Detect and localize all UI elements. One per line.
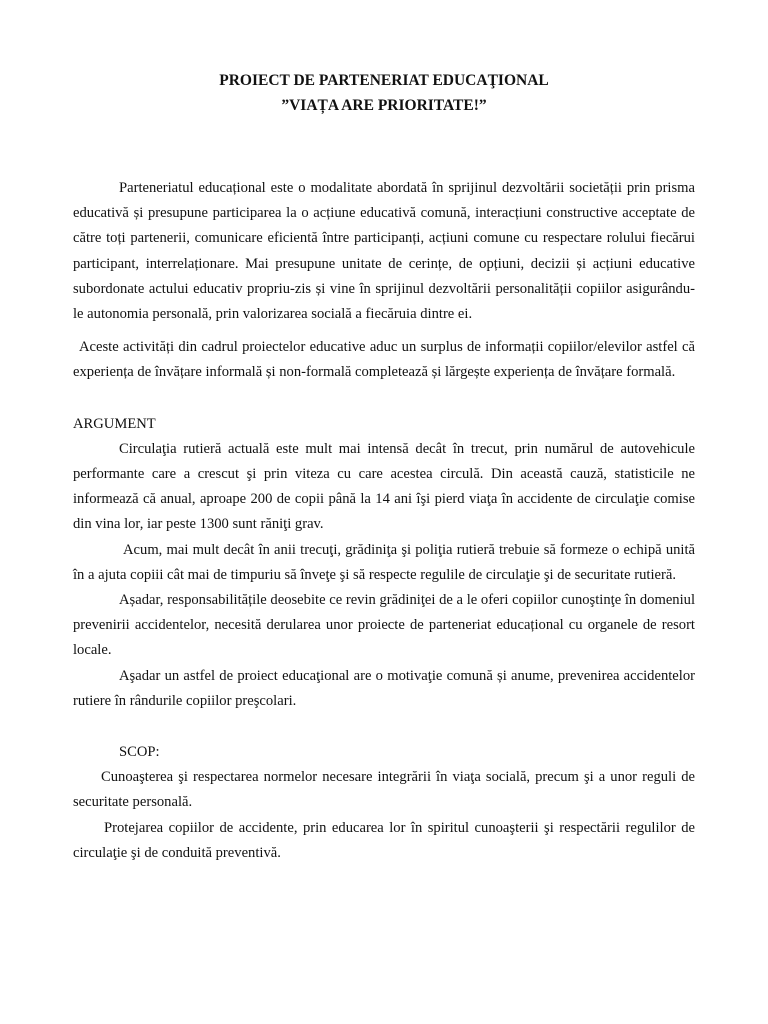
argument-paragraph-1: Circulaţia rutieră actuală este mult mai intensă decât în trecut, prin numărul de autovehicule performante care a crescut şi prin viteza cu care acestea circulă. Din această cauză, statisticile ne informează că anual, aproape 200 de copii până la 14 ani îşi pierd viaţa în accidente de circulaţie comise din vina lor, iar peste 1300 sunt răniţi grav. — [73, 440, 695, 533]
intro-paragraph-1: Parteneriatul educațional este o modalitate abordată în sprijinul dezvoltării societății prin prisma educativă și presupune participarea la o acțiune educativă comună, interacțiuni constructive acceptate de către toți partenerii, comunicare eficientă între participanți, acțiuni comune cu respectare rolului fiecărui participant, interrelaționare. Mai presupune unitate de cerințe, de opțiuni, decizii și acțiuni educative subordonate actului educativ propriu-zis și vine în sprijinul dezvoltării personalității copiilor asigurându-le autonomia personală, prin valorizarea socială a fiecăruia dintre ei. — [73, 180, 695, 323]
argument-paragraph-2: Acum, mai mult decât în anii trecuţi, grădiniţa şi poliţia rutieră trebuie să formeze o echipă unită în a ajuta copiii cât mai de timpuriu să înveţe şi să respecte regulile de circulaţie şi de securitate rutieră. — [73, 541, 695, 583]
scop-heading: SCOP: — [119, 744, 160, 761]
document-title: PROIECT DE PARTENERIAT EDUCAŢIONAL — [219, 72, 549, 89]
argument-paragraph-4: Aşadar un astfel de proiect educaţional are o motivaţie comună și anume, prevenirea accidentelor rutiere în rândurile copiilor preşcolari. — [73, 667, 695, 709]
scop-paragraph-2: Protejarea copiilor de accidente, prin educarea lor în spiritul cunoaşterii şi respectării regulilor de circulaţie şi de conduită preventivă. — [73, 819, 695, 861]
argument-paragraph-3: Așadar, responsabilitățile deosebite ce revin grădiniţei de a le oferi copiilor cunoştinţe în domeniul prevenirii accidentelor, necesită derularea unor proiecte de parteneriat educațional cu organele de resort locale. — [73, 592, 695, 659]
scop-paragraph-1: Cunoaşterea şi respectarea normelor necesare integrării în viaţa socială, precum şi a unor reguli de securitate personală. — [73, 769, 695, 811]
argument-heading: ARGUMENT — [73, 415, 156, 432]
project-name: ”VIAȚA ARE PRIORITATE!” — [281, 97, 487, 114]
intro-paragraph-2: Aceste activități din cadrul proiectelor educative aduc un surplus de informații copiilor/elevilor astfel că experiența de învățare informală și non-formală completează și lărgește experiența de învățare formală. — [73, 339, 695, 381]
